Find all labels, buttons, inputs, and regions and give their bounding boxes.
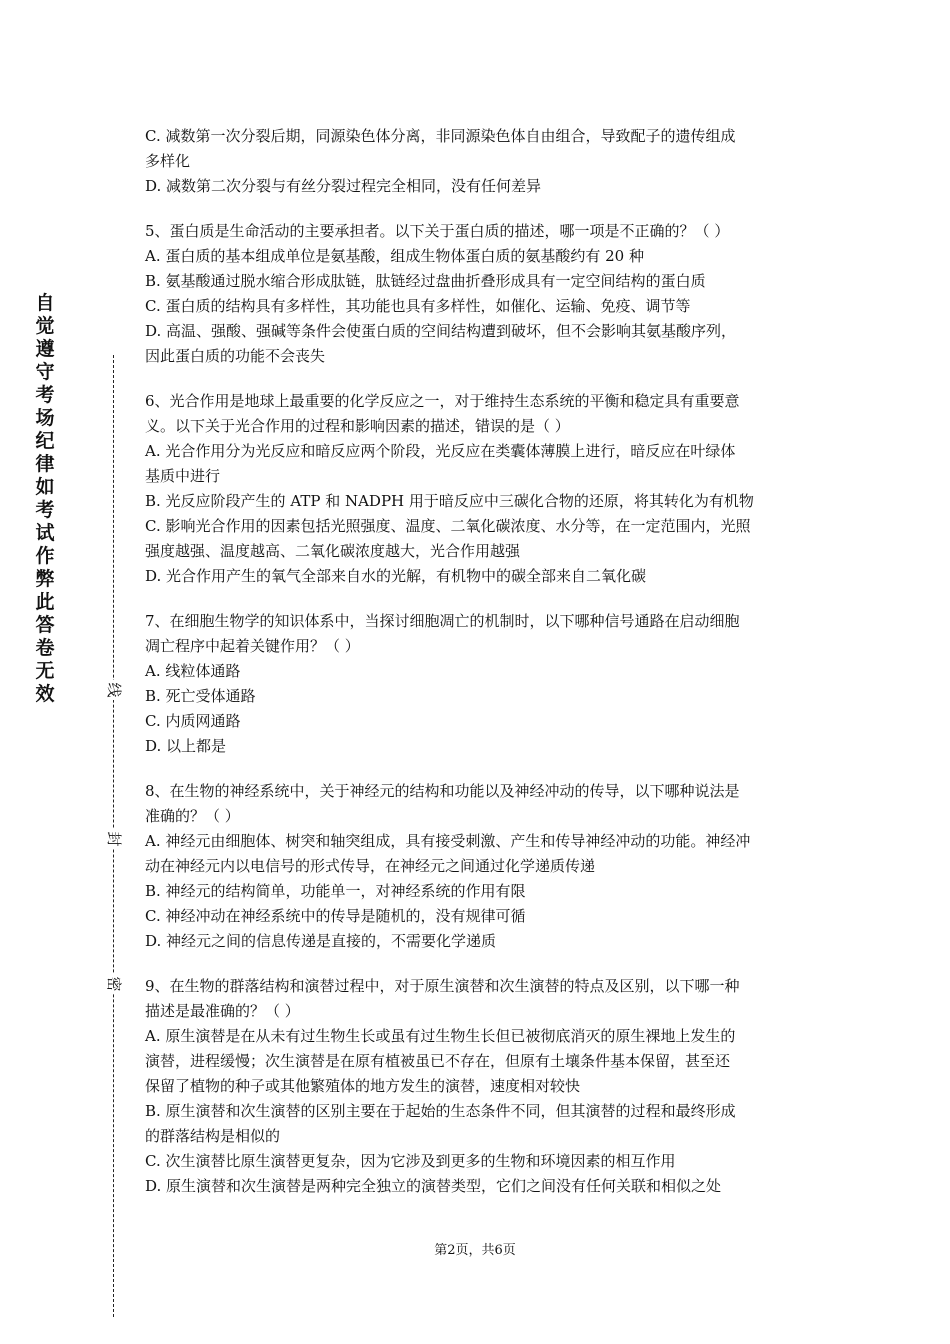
binding-label-line: 线	[104, 680, 124, 700]
text-line: D. 以上都是	[145, 737, 227, 755]
text-line: 基质中进行	[145, 467, 221, 485]
binding-notice-char: 此	[35, 591, 55, 613]
binding-notice-char: 卷	[35, 637, 55, 659]
text-line: B. 神经元的结构简单，功能单一，对神经系统的作用有限	[145, 882, 526, 900]
text-line: A. 线粒体通路	[145, 662, 241, 680]
text-line: 8、在生物的神经系统中，关于神经元的结构和功能以及神经冲动的传导，以下哪种说法是	[145, 782, 740, 800]
binding-notice-char: 试	[35, 522, 55, 544]
page-footer: 第2页，共6页	[434, 1243, 516, 1258]
text-line: 强度越强、温度越高、二氧化碳浓度越大，光合作用越强	[145, 542, 521, 560]
text-line: 6、光合作用是地球上最重要的化学反应之一，对于维持生态系统的平衡和稳定具有重要意	[145, 392, 740, 410]
binding-notice-char: 守	[35, 361, 55, 383]
text-line: D. 神经元之间的信息传递是直接的，不需要化学递质	[145, 932, 497, 950]
binding-notice-char: 答	[35, 614, 55, 636]
text-line: 保留了植物的种子或其他繁殖体的地方发生的演替，速度相对较快	[145, 1077, 581, 1095]
binding-notice-char: 场	[35, 407, 55, 429]
text-line: 7、在细胞生物学的知识体系中，当探讨细胞凋亡的机制时，以下哪种信号通路在启动细胞	[145, 612, 740, 630]
binding-notice-char: 作	[35, 545, 55, 567]
binding-notice-char: 觉	[35, 315, 55, 337]
binding-label-secret: 密	[104, 974, 124, 994]
text-line: C. 内质网通路	[145, 712, 241, 730]
binding-notice-char: 无	[35, 660, 55, 682]
binding-notice-char: 考	[35, 384, 55, 406]
text-line: C. 影响光合作用的因素包括光照强度、温度、二氧化碳浓度、水分等，在一定范围内，光照	[145, 517, 751, 535]
binding-notice-char: 遵	[35, 338, 55, 360]
binding-notice	[30, 292, 60, 706]
binding-notice-char: 考	[35, 499, 55, 521]
text-line: B. 氨基酸通过脱水缩合形成肽链，肽链经过盘曲折叠形成具有一定空间结构的蛋白质	[145, 272, 706, 290]
text-line: B. 光反应阶段产生的 ATP 和 NADPH 用于暗反应中三碳化合物的还原，将其转化为有机物	[145, 492, 754, 510]
question-gap	[145, 199, 810, 219]
question-gap	[145, 759, 810, 779]
text-line: 9、在生物的群落结构和演替过程中，对于原生演替和次生演替的特点及区别，以下哪一种	[145, 977, 740, 995]
binding-notice-char: 自	[35, 292, 55, 314]
binding-notice-char: 弊	[35, 568, 55, 590]
question-gap	[145, 954, 810, 974]
text-line: C. 减数第一次分裂后期，同源染色体分离，非同源染色体自由组合，导致配子的遗传组成	[145, 127, 736, 145]
text-line: C. 神经冲动在神经系统中的传导是随机的，没有规律可循	[145, 907, 526, 925]
text-line: A. 蛋白质的基本组成单位是氨基酸，组成生物体蛋白质的氨基酸约有 20 种	[145, 247, 644, 265]
text-line: B. 原生演替和次生演替的区别主要在于起始的生态条件不同，但其演替的过程和最终形成	[145, 1102, 736, 1120]
binding-label-seal: 封	[104, 829, 124, 849]
binding-notice-char: 效	[35, 683, 55, 705]
text-line: D. 高温、强酸、强碱等条件会使蛋白质的空间结构遭到破坏，但不会影响其氨基酸序列，	[145, 322, 737, 340]
binding-notice-char: 律	[35, 453, 55, 475]
text-line: 多样化	[145, 152, 191, 170]
text-line: D. 原生演替和次生演替是两种完全独立的演替类型，它们之间没有任何关联和相似之处	[145, 1177, 722, 1195]
text-line: 5、蛋白质是生命活动的主要承担者。以下关于蛋白质的描述，哪一项是不正确的？（ ）	[145, 222, 730, 240]
question-gap	[145, 369, 810, 389]
binding-notice-char: 纪	[35, 430, 55, 452]
question-gap	[145, 589, 810, 609]
text-line: 因此蛋白质的功能不会丧失	[145, 347, 326, 365]
binding-notice-char: 如	[35, 476, 55, 498]
text-line: D. 光合作用产生的氧气全部来自水的光解，有机物中的碳全部来自二氧化碳	[145, 567, 647, 585]
text-line: 的群落结构是相似的	[145, 1127, 281, 1145]
text-line: 描述是最准确的？（ ）	[145, 1002, 300, 1020]
text-line: A. 神经元由细胞体、树突和轴突组成，具有接受刺激、产生和传导神经冲动的功能。神经冲	[145, 832, 751, 850]
text-line: 动在神经元内以电信号的形式传导，在神经元之间通过化学递质传递	[145, 857, 596, 875]
text-line: A. 光合作用分为光反应和暗反应两个阶段，光反应在类囊体薄膜上进行，暗反应在叶绿体	[145, 442, 736, 460]
text-line: 义。以下关于光合作用的过程和影响因素的描述，错误的是（ ）	[145, 417, 570, 435]
text-line: 准确的？（ ）	[145, 807, 240, 825]
text-line: A. 原生演替是在从未有过生物生长或虽有过生物生长但已被彻底消灭的原生裸地上发生的	[145, 1027, 736, 1045]
text-line: C. 蛋白质的结构具有多样性，其功能也具有多样性，如催化、运输、免疫、调节等	[145, 297, 691, 315]
text-line: 凋亡程序中起着关键作用？（ ）	[145, 637, 360, 655]
text-line: D. 减数第二次分裂与有丝分裂过程完全相同，没有任何差异	[145, 177, 542, 195]
text-line: C. 次生演替比原生演替更复杂，因为它涉及到更多的生物和环境因素的相互作用	[145, 1152, 676, 1170]
text-line: B. 死亡受体通路	[145, 687, 256, 705]
text-line: 演替，进程缓慢；次生演替是在原有植被虽已不存在，但原有土壤条件基本保留，甚至还	[145, 1052, 731, 1070]
question-content	[145, 124, 810, 1199]
